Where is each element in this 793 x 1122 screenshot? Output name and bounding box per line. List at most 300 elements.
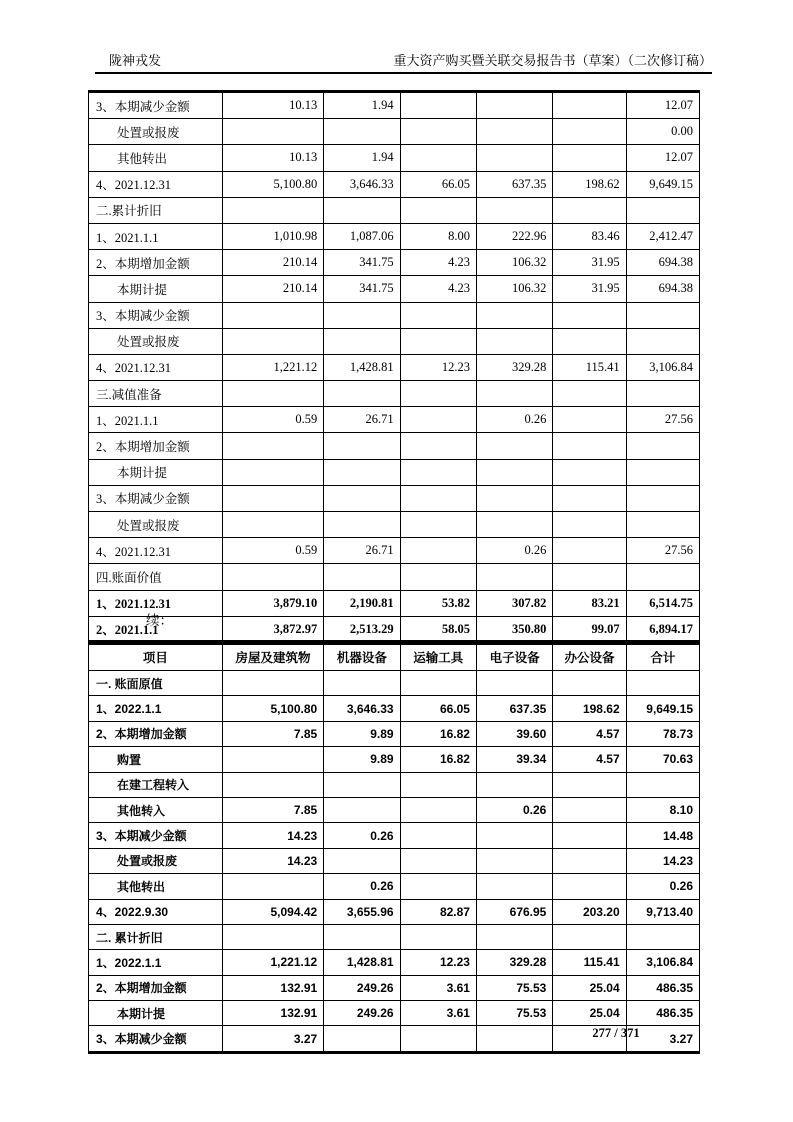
value-cell bbox=[400, 538, 476, 564]
row-label-cell: 1、2022.1.1 bbox=[89, 950, 223, 975]
value-cell: 6,514.75 bbox=[626, 590, 699, 616]
value-cell: 14.48 bbox=[626, 823, 699, 848]
value-cell bbox=[476, 1026, 552, 1052]
value-cell bbox=[476, 485, 552, 511]
value-cell: 16.82 bbox=[400, 747, 476, 772]
value-cell bbox=[476, 823, 552, 848]
value-cell bbox=[476, 564, 552, 590]
value-cell: 4.57 bbox=[553, 747, 626, 772]
value-cell bbox=[553, 119, 626, 145]
value-cell bbox=[324, 485, 400, 511]
value-cell: 0.26 bbox=[324, 874, 400, 899]
value-cell: 12.23 bbox=[400, 950, 476, 975]
value-cell: 9.89 bbox=[324, 721, 400, 746]
value-cell: 115.41 bbox=[553, 950, 626, 975]
value-cell: 3,106.84 bbox=[626, 950, 699, 975]
value-cell bbox=[324, 924, 400, 949]
value-cell: 14.23 bbox=[222, 823, 323, 848]
value-cell: 0.26 bbox=[476, 407, 552, 433]
value-cell: 1,428.81 bbox=[324, 354, 400, 380]
value-cell bbox=[400, 145, 476, 171]
value-cell bbox=[626, 433, 699, 459]
value-cell: 31.95 bbox=[553, 276, 626, 302]
value-cell bbox=[626, 671, 699, 696]
table-row bbox=[89, 696, 700, 721]
value-cell: 39.60 bbox=[476, 721, 552, 746]
value-cell bbox=[553, 381, 626, 407]
value-cell: 3,646.33 bbox=[324, 171, 400, 197]
value-cell bbox=[324, 512, 400, 538]
value-cell: 1,221.12 bbox=[222, 950, 323, 975]
value-cell bbox=[324, 119, 400, 145]
value-cell bbox=[626, 485, 699, 511]
table-row bbox=[89, 975, 700, 1000]
value-cell: 115.41 bbox=[553, 354, 626, 380]
table-row bbox=[89, 747, 700, 772]
value-cell bbox=[324, 671, 400, 696]
value-cell: 0.59 bbox=[222, 407, 323, 433]
value-cell bbox=[400, 671, 476, 696]
value-cell: 53.82 bbox=[400, 590, 476, 616]
value-cell: 39.34 bbox=[476, 747, 552, 772]
table-row bbox=[89, 328, 700, 354]
value-cell: 307.82 bbox=[476, 590, 552, 616]
value-cell bbox=[222, 772, 323, 797]
value-cell: 329.28 bbox=[476, 950, 552, 975]
value-cell bbox=[400, 328, 476, 354]
value-cell: 0.26 bbox=[626, 874, 699, 899]
table-row bbox=[89, 848, 700, 873]
row-label-cell: 处置或报废 bbox=[89, 119, 223, 145]
value-cell: 0.26 bbox=[324, 823, 400, 848]
table-header bbox=[89, 642, 700, 671]
value-cell: 0.59 bbox=[222, 538, 323, 564]
value-cell bbox=[553, 328, 626, 354]
value-cell bbox=[324, 564, 400, 590]
value-cell bbox=[476, 302, 552, 328]
value-cell bbox=[476, 119, 552, 145]
row-label-cell: 3、本期减少金额 bbox=[89, 823, 223, 848]
value-cell: 329.28 bbox=[476, 354, 552, 380]
value-cell: 26.71 bbox=[324, 538, 400, 564]
row-label-cell: 4、2022.9.30 bbox=[89, 899, 223, 924]
column-header: 机器设备 bbox=[324, 642, 400, 671]
column-header: 房屋及建筑物 bbox=[222, 642, 323, 671]
value-cell bbox=[626, 328, 699, 354]
value-cell bbox=[553, 302, 626, 328]
row-label-cell: 2、本期增加金额 bbox=[89, 721, 223, 746]
value-cell: 12.07 bbox=[626, 92, 699, 119]
table-row bbox=[89, 538, 700, 564]
table-row bbox=[89, 772, 700, 797]
table-row bbox=[89, 145, 700, 171]
value-cell bbox=[324, 848, 400, 873]
row-label-cell: 4、2021.12.31 bbox=[89, 538, 223, 564]
value-cell bbox=[553, 197, 626, 223]
value-cell bbox=[400, 564, 476, 590]
table-row bbox=[89, 276, 700, 302]
value-cell bbox=[476, 512, 552, 538]
value-cell bbox=[476, 328, 552, 354]
row-label-cell: 处置或报废 bbox=[89, 328, 223, 354]
table-row bbox=[89, 92, 700, 119]
value-cell bbox=[222, 924, 323, 949]
value-cell bbox=[476, 381, 552, 407]
table-row bbox=[89, 512, 700, 538]
row-label-cell: 在建工程转入 bbox=[89, 772, 223, 797]
value-cell bbox=[553, 459, 626, 485]
value-cell: 26.71 bbox=[324, 407, 400, 433]
row-label-cell: 一. 账面原值 bbox=[89, 671, 223, 696]
table-row bbox=[89, 171, 700, 197]
value-cell bbox=[222, 459, 323, 485]
fixed-assets-table-2021 bbox=[88, 90, 700, 645]
value-cell bbox=[222, 433, 323, 459]
table-row bbox=[89, 354, 700, 380]
row-label-cell: 处置或报废 bbox=[89, 848, 223, 873]
value-cell: 5,100.80 bbox=[222, 171, 323, 197]
value-cell: 7.85 bbox=[222, 721, 323, 746]
value-cell bbox=[222, 381, 323, 407]
value-cell bbox=[553, 512, 626, 538]
row-label-cell: 2、本期增加金额 bbox=[89, 433, 223, 459]
value-cell: 9,713.40 bbox=[626, 899, 699, 924]
value-cell bbox=[324, 381, 400, 407]
row-label-cell: 本期计提 bbox=[89, 459, 223, 485]
value-cell: 3.61 bbox=[400, 1001, 476, 1026]
value-cell: 14.23 bbox=[222, 848, 323, 873]
row-label-cell: 二. 累计折旧 bbox=[89, 924, 223, 949]
column-header: 办公设备 bbox=[553, 642, 626, 671]
value-cell: 341.75 bbox=[324, 250, 400, 276]
header-row bbox=[89, 642, 700, 671]
table-row bbox=[89, 485, 700, 511]
table-body bbox=[89, 671, 700, 1053]
row-label-cell: 1、2021.12.31 bbox=[89, 590, 223, 616]
table-body bbox=[89, 92, 700, 644]
value-cell bbox=[476, 924, 552, 949]
row-label-cell: 本期计提 bbox=[89, 1001, 223, 1026]
table-row bbox=[89, 924, 700, 949]
value-cell: 210.14 bbox=[222, 276, 323, 302]
continuation-label: 续： bbox=[146, 613, 173, 628]
row-label-cell: 其他转入 bbox=[89, 797, 223, 822]
value-cell bbox=[553, 485, 626, 511]
value-cell bbox=[553, 924, 626, 949]
value-cell bbox=[400, 407, 476, 433]
value-cell bbox=[626, 197, 699, 223]
value-cell: 2,190.81 bbox=[324, 590, 400, 616]
value-cell bbox=[476, 772, 552, 797]
value-cell: 0.00 bbox=[626, 119, 699, 145]
value-cell bbox=[222, 747, 323, 772]
value-cell bbox=[324, 1026, 400, 1052]
value-cell: 637.35 bbox=[476, 171, 552, 197]
value-cell: 694.38 bbox=[626, 250, 699, 276]
row-label-cell: 3、本期减少金额 bbox=[89, 485, 223, 511]
value-cell bbox=[553, 92, 626, 119]
value-cell: 198.62 bbox=[553, 171, 626, 197]
value-cell: 25.04 bbox=[553, 1001, 626, 1026]
table-row bbox=[89, 250, 700, 276]
value-cell: 7.85 bbox=[222, 797, 323, 822]
row-label-cell: 2、本期增加金额 bbox=[89, 975, 223, 1000]
column-header: 项目 bbox=[89, 642, 223, 671]
value-cell bbox=[400, 512, 476, 538]
page-number: 277 / 371 bbox=[592, 1026, 640, 1040]
row-label-cell: 四.账面价值 bbox=[89, 564, 223, 590]
row-label-cell: 三.减值准备 bbox=[89, 381, 223, 407]
value-cell: 16.82 bbox=[400, 721, 476, 746]
value-cell: 0.26 bbox=[476, 538, 552, 564]
value-cell bbox=[400, 823, 476, 848]
value-cell: 676.95 bbox=[476, 899, 552, 924]
row-label-cell: 3、本期减少金额 bbox=[89, 1026, 223, 1052]
value-cell: 350.80 bbox=[476, 616, 552, 643]
table-row bbox=[89, 671, 700, 696]
table-row bbox=[89, 797, 700, 822]
value-cell: 58.05 bbox=[400, 616, 476, 643]
row-label-cell: 二.累计折旧 bbox=[89, 197, 223, 223]
value-cell: 75.53 bbox=[476, 975, 552, 1000]
row-label-cell: 1、2022.1.1 bbox=[89, 696, 223, 721]
value-cell: 82.87 bbox=[400, 899, 476, 924]
value-cell: 70.63 bbox=[626, 747, 699, 772]
value-cell: 4.23 bbox=[400, 250, 476, 276]
value-cell: 0.26 bbox=[476, 797, 552, 822]
value-cell bbox=[626, 381, 699, 407]
value-cell bbox=[222, 328, 323, 354]
value-cell bbox=[324, 197, 400, 223]
value-cell bbox=[553, 538, 626, 564]
table-row bbox=[89, 564, 700, 590]
value-cell: 132.91 bbox=[222, 1001, 323, 1026]
value-cell bbox=[324, 433, 400, 459]
value-cell: 637.35 bbox=[476, 696, 552, 721]
value-cell bbox=[222, 512, 323, 538]
table-row bbox=[89, 950, 700, 975]
value-cell: 9.89 bbox=[324, 747, 400, 772]
row-label-cell: 4、2021.12.31 bbox=[89, 354, 223, 380]
value-cell bbox=[553, 848, 626, 873]
value-cell bbox=[476, 92, 552, 119]
value-cell bbox=[626, 459, 699, 485]
value-cell bbox=[222, 302, 323, 328]
value-cell: 78.73 bbox=[626, 721, 699, 746]
value-cell bbox=[553, 407, 626, 433]
value-cell: 3,106.84 bbox=[626, 354, 699, 380]
fixed-assets-table-2022 bbox=[88, 640, 700, 1054]
value-cell: 203.20 bbox=[553, 899, 626, 924]
value-cell: 3,646.33 bbox=[324, 696, 400, 721]
value-cell bbox=[476, 848, 552, 873]
value-cell: 83.21 bbox=[553, 590, 626, 616]
row-label-cell: 其他转出 bbox=[89, 145, 223, 171]
row-label-cell: 2、本期增加金额 bbox=[89, 250, 223, 276]
table-row bbox=[89, 197, 700, 223]
row-label-cell: 其他转出 bbox=[89, 874, 223, 899]
value-cell: 1,428.81 bbox=[324, 950, 400, 975]
value-cell bbox=[626, 564, 699, 590]
value-cell bbox=[626, 772, 699, 797]
table-row bbox=[89, 223, 700, 249]
table-row bbox=[89, 119, 700, 145]
value-cell: 1,010.98 bbox=[222, 223, 323, 249]
table-row bbox=[89, 899, 700, 924]
value-cell: 8.10 bbox=[626, 797, 699, 822]
value-cell bbox=[553, 874, 626, 899]
value-cell bbox=[400, 433, 476, 459]
value-cell: 99.07 bbox=[553, 616, 626, 643]
table-row bbox=[89, 302, 700, 328]
table-row bbox=[89, 381, 700, 407]
value-cell bbox=[553, 671, 626, 696]
value-cell bbox=[476, 459, 552, 485]
value-cell: 10.13 bbox=[222, 92, 323, 119]
value-cell bbox=[222, 119, 323, 145]
header-report-title: 重大资产购买暨关联交易报告书（草案）（二次修订稿） bbox=[393, 53, 712, 68]
value-cell: 341.75 bbox=[324, 276, 400, 302]
value-cell bbox=[324, 328, 400, 354]
table-row bbox=[89, 459, 700, 485]
row-label-cell: 购置 bbox=[89, 747, 223, 772]
value-cell bbox=[553, 797, 626, 822]
page-header bbox=[95, 52, 712, 74]
value-cell: 1.94 bbox=[324, 145, 400, 171]
value-cell: 5,094.42 bbox=[222, 899, 323, 924]
value-cell bbox=[476, 197, 552, 223]
table-row bbox=[89, 590, 700, 616]
value-cell bbox=[400, 302, 476, 328]
value-cell bbox=[222, 197, 323, 223]
row-label-cell: 1、2021.1.1 bbox=[89, 407, 223, 433]
value-cell: 12.07 bbox=[626, 145, 699, 171]
value-cell bbox=[626, 924, 699, 949]
value-cell: 486.35 bbox=[626, 975, 699, 1000]
value-cell: 132.91 bbox=[222, 975, 323, 1000]
value-cell bbox=[400, 459, 476, 485]
value-cell: 8.00 bbox=[400, 223, 476, 249]
table-row bbox=[89, 407, 700, 433]
value-cell bbox=[222, 874, 323, 899]
value-cell: 106.32 bbox=[476, 250, 552, 276]
value-cell bbox=[400, 119, 476, 145]
value-cell bbox=[400, 381, 476, 407]
value-cell bbox=[400, 772, 476, 797]
value-cell: 3.61 bbox=[400, 975, 476, 1000]
table-row bbox=[89, 874, 700, 899]
column-header: 运输工具 bbox=[400, 642, 476, 671]
value-cell bbox=[324, 772, 400, 797]
value-cell: 3.27 bbox=[222, 1026, 323, 1052]
value-cell: 14.23 bbox=[626, 848, 699, 873]
row-label-cell: 4、2021.12.31 bbox=[89, 171, 223, 197]
value-cell bbox=[400, 924, 476, 949]
value-cell bbox=[324, 302, 400, 328]
value-cell bbox=[553, 772, 626, 797]
value-cell bbox=[626, 302, 699, 328]
value-cell: 222.96 bbox=[476, 223, 552, 249]
value-cell: 66.05 bbox=[400, 696, 476, 721]
header-company-name: 陇神戎发 bbox=[109, 53, 162, 68]
value-cell: 3.27 bbox=[626, 1026, 699, 1052]
value-cell bbox=[553, 823, 626, 848]
value-cell: 6,894.17 bbox=[626, 616, 699, 643]
value-cell: 249.26 bbox=[324, 1001, 400, 1026]
value-cell: 9,649.15 bbox=[626, 171, 699, 197]
value-cell: 2,412.47 bbox=[626, 223, 699, 249]
value-cell bbox=[222, 485, 323, 511]
value-cell bbox=[400, 797, 476, 822]
value-cell: 75.53 bbox=[476, 1001, 552, 1026]
value-cell: 3,655.96 bbox=[324, 899, 400, 924]
column-header: 电子设备 bbox=[476, 642, 552, 671]
table-row bbox=[89, 721, 700, 746]
value-cell bbox=[553, 433, 626, 459]
value-cell: 27.56 bbox=[626, 538, 699, 564]
value-cell bbox=[324, 459, 400, 485]
value-cell bbox=[476, 671, 552, 696]
table-row bbox=[89, 823, 700, 848]
value-cell: 25.04 bbox=[553, 975, 626, 1000]
value-cell: 12.23 bbox=[400, 354, 476, 380]
value-cell bbox=[222, 564, 323, 590]
value-cell bbox=[553, 145, 626, 171]
value-cell bbox=[400, 848, 476, 873]
value-cell bbox=[400, 485, 476, 511]
row-label-cell: 3、本期减少金额 bbox=[89, 302, 223, 328]
value-cell: 31.95 bbox=[553, 250, 626, 276]
value-cell: 486.35 bbox=[626, 1001, 699, 1026]
value-cell: 1,087.06 bbox=[324, 223, 400, 249]
value-cell bbox=[476, 145, 552, 171]
value-cell: 210.14 bbox=[222, 250, 323, 276]
value-cell bbox=[400, 874, 476, 899]
value-cell: 10.13 bbox=[222, 145, 323, 171]
value-cell: 106.32 bbox=[476, 276, 552, 302]
value-cell: 83.46 bbox=[553, 223, 626, 249]
table-row bbox=[89, 1001, 700, 1026]
value-cell: 27.56 bbox=[626, 407, 699, 433]
value-cell: 1.94 bbox=[324, 92, 400, 119]
value-cell: 2,513.29 bbox=[324, 616, 400, 643]
value-cell bbox=[400, 92, 476, 119]
row-label-cell: 1、2021.1.1 bbox=[89, 223, 223, 249]
row-label-cell: 2、2021.1.1 bbox=[89, 616, 223, 643]
value-cell: 694.38 bbox=[626, 276, 699, 302]
value-cell: 4.57 bbox=[553, 721, 626, 746]
value-cell bbox=[222, 671, 323, 696]
value-cell: 198.62 bbox=[553, 696, 626, 721]
value-cell: 9,649.15 bbox=[626, 696, 699, 721]
value-cell: 5,100.80 bbox=[222, 696, 323, 721]
value-cell: 4.23 bbox=[400, 276, 476, 302]
value-cell bbox=[476, 874, 552, 899]
value-cell: 1,221.12 bbox=[222, 354, 323, 380]
value-cell bbox=[400, 1026, 476, 1052]
value-cell bbox=[400, 197, 476, 223]
row-label-cell: 3、本期减少金额 bbox=[89, 92, 223, 119]
value-cell: 3,879.10 bbox=[222, 590, 323, 616]
value-cell bbox=[476, 433, 552, 459]
value-cell: 249.26 bbox=[324, 975, 400, 1000]
row-label-cell: 本期计提 bbox=[89, 276, 223, 302]
column-header: 合计 bbox=[626, 642, 699, 671]
value-cell: 66.05 bbox=[400, 171, 476, 197]
value-cell bbox=[553, 564, 626, 590]
value-cell bbox=[626, 512, 699, 538]
table-row bbox=[89, 433, 700, 459]
